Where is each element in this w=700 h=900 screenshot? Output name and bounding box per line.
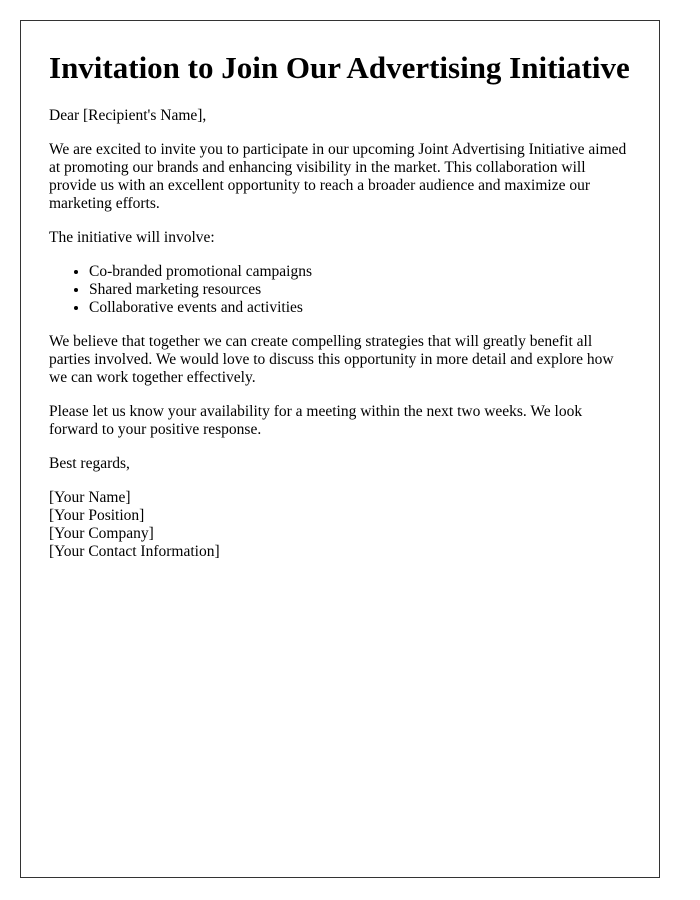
intro-paragraph: We are excited to invite you to participate in our upcoming Joint Advertising Initiative aimed at promoting our brands and enhancing visibility in the market. This collaboration will provide us with an excellent opportunity to reach a broader audience and maximize our marketing efforts. [49,141,627,212]
signature-name: [Your Name] [49,489,131,506]
initiative-list [49,263,631,317]
list-intro: The initiative will involve: [49,229,215,246]
salutation: Dear [Recipient's Name], [49,107,207,124]
letter-container [20,20,660,878]
signature-company: [Your Company] [49,525,154,542]
signature-position: [Your Position] [49,507,145,524]
meeting-paragraph: Please let us know your availability for a meeting within the next two weeks. We look forward to your positive response. [49,403,583,438]
list-item: • Collaborative events and activities [89,299,631,317]
letter-title: Invitation to Join Our Advertising Initiative [49,50,630,85]
signature-block [49,489,631,561]
signature-contact: [Your Contact Information] [49,543,220,560]
benefit-paragraph: We believe that together we can create compelling strategies that will greatly benefit all parties involved. We would love to discuss this opportunity in more detail and explore how we can work together effectively. [49,333,614,386]
list-item: • Co-branded promotional campaigns [89,263,631,281]
closing: Best regards, [49,455,130,472]
list-item: • Shared marketing resources [89,281,631,299]
